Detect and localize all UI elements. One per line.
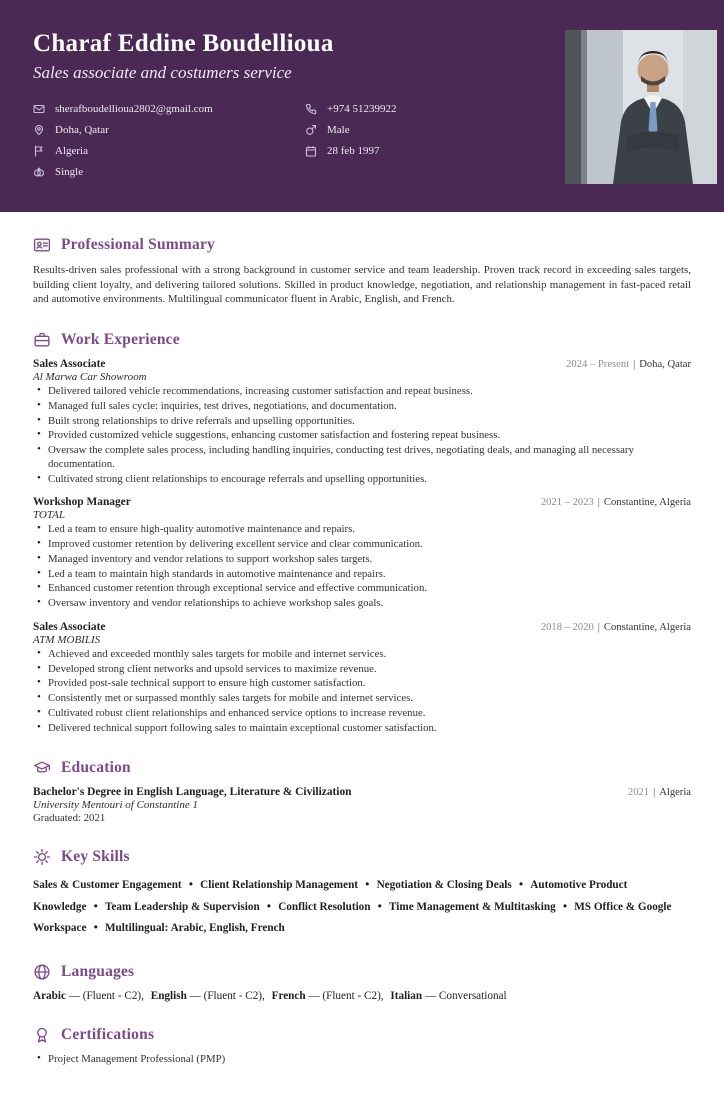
skill-separator-dot: ●	[562, 900, 568, 910]
bullet-item: • Provided customized vehicle suggestions, enhancing customer satisfaction and fostering repeat business.	[48, 429, 691, 442]
contact-location	[33, 119, 305, 140]
skill-separator-dot: ●	[93, 922, 98, 932]
bullet-item: • Managed full sales cycle: inquiries, test drives, negotiations, and documentation.	[48, 400, 691, 413]
job-dates: 2024 – Present	[566, 358, 630, 370]
job-header-row	[33, 496, 691, 508]
language-level: — Conversational	[424, 990, 507, 1003]
experience-entry	[33, 621, 691, 736]
contact-gender	[305, 119, 553, 140]
contact-info	[33, 98, 553, 182]
bullet-item: • Developed strong client networks and upsold services to maximize revenue.	[48, 663, 691, 676]
id-card-icon	[33, 236, 51, 254]
contact-birthdate	[305, 140, 553, 161]
contact-left-column	[33, 98, 305, 182]
meta-separator: |	[597, 621, 600, 633]
gender-icon	[305, 124, 317, 136]
email-text: sherafboudellioua2802@gmail.com	[55, 102, 213, 115]
job-company: Al Marwa Car Showroom	[33, 370, 147, 383]
language-name: French	[271, 990, 306, 1003]
skills-gear-icon	[33, 848, 51, 866]
section-heading-languages	[33, 963, 691, 981]
skill-item: Negotiation & Closing Deals	[376, 879, 512, 892]
phone-text: +974 51239922	[327, 102, 397, 115]
job-meta	[541, 622, 691, 633]
education-entry	[33, 786, 691, 824]
flag-icon	[33, 145, 45, 157]
summary-heading-text: Professional Summary	[61, 236, 215, 253]
language-level: — (Fluent - C2),	[189, 990, 265, 1003]
contact-nationality	[33, 140, 305, 161]
globe-icon	[33, 963, 51, 981]
meta-separator: |	[653, 787, 656, 799]
languages-list	[33, 990, 691, 1002]
bullet-item: • Delivered technical support following sales to maintain exceptional customer satisfaction.	[48, 722, 691, 735]
meta-separator: |	[597, 496, 600, 508]
language-name: Italian	[390, 990, 423, 1003]
job-header-row	[33, 358, 691, 370]
section-heading-education	[33, 759, 691, 777]
bullet-item: • Led a team to ensure high-quality automotive maintenance and repairs.	[48, 523, 691, 536]
bullet-item: • Improved customer retention by delivering excellent service and clear communication.	[48, 538, 691, 551]
meta-separator: |	[633, 358, 636, 370]
experience-entry	[33, 496, 691, 611]
education-heading-text: Education	[61, 759, 131, 777]
section-heading-experience	[33, 331, 691, 349]
section-heading-summary	[33, 236, 691, 254]
location-icon	[33, 124, 45, 136]
language-name: Arabic	[33, 990, 66, 1003]
calendar-icon	[305, 145, 317, 157]
skill-separator-dot: ●	[188, 879, 194, 889]
job-bullet-list	[33, 385, 691, 486]
bullet-item: • Led a team to maintain high standards in automotive maintenance and repairs.	[48, 568, 691, 581]
bullet-item: • Enhanced customer retention through exceptional service and effective communication.	[48, 582, 691, 595]
skill-item: Time Management & Multitasking	[389, 900, 556, 913]
summary-paragraph: Results-driven sales professional with a strong background in customer service and team leadership. Proven track record in exceeding sales targets, building client loyalty, and delivering tailored solutions. Skilled in product knowledge, negotiation, and relationship management in fast-paced retail and automotive environments. Multilingual communicator fluent in Arabic, English, and French.	[33, 264, 691, 306]
section-heading-skills	[33, 848, 691, 866]
school-name: University Mentouri of Constantine 1	[33, 799, 198, 812]
bullet-item: • Provided post-sale technical support to ensure high customer satisfaction.	[48, 677, 691, 690]
contact-right-column	[305, 98, 553, 182]
language-level: — (Fluent - C2),	[308, 990, 384, 1003]
experience-entry	[33, 358, 691, 486]
skill-item: Conflict Resolution	[278, 900, 371, 913]
certifications-heading-text: Certifications	[61, 1026, 155, 1044]
bullet-item: • Oversaw the complete sales process, including handling inquiries, conducting test drives, negotiating deals, and managing all necessary documentation.	[48, 444, 691, 471]
medal-icon	[33, 1026, 51, 1044]
bullet-item: • Cultivated strong client relationships to encourage referrals and upselling opportunities.	[48, 473, 691, 486]
bullet-item: • Managed inventory and vendor relations to support workshop sales targets.	[48, 553, 691, 566]
nationality-text: Algeria	[55, 144, 88, 157]
bullet-item: • Built strong relationships to drive referrals and upselling opportunities.	[48, 415, 691, 428]
skill-separator-dot: ●	[518, 879, 524, 889]
job-location: Constantine, Algeria	[603, 496, 691, 508]
certifications-list	[33, 1053, 691, 1066]
graduation-info: Graduated: 2021	[33, 812, 106, 825]
contact-phone	[305, 98, 553, 119]
job-company: TOTAL	[33, 508, 66, 521]
job-location: Doha, Qatar	[639, 358, 691, 370]
skill-separator-dot: ●	[365, 879, 370, 889]
location-text: Doha, Qatar	[55, 123, 109, 136]
candidate-name: Charaf Eddine Boudellioua	[33, 30, 334, 57]
experience-heading-text: Work Experience	[61, 330, 180, 348]
resume-body	[0, 236, 724, 1108]
job-dates: 2021 – 2023	[540, 496, 594, 508]
bullet-item: • Consistently met or surpassed monthly sales targets for mobile and internet services.	[48, 692, 691, 705]
bullet-item: • Achieved and exceeded monthly sales targets for mobile and internet services.	[48, 648, 691, 661]
education-dates: 2021	[627, 787, 650, 799]
skill-separator-dot: ●	[266, 900, 272, 910]
job-title: Sales Associate	[33, 357, 106, 370]
bullet-item: • Delivered tailored vehicle recommendations, increasing customer satisfaction and repeat business.	[48, 385, 691, 398]
skill-separator-dot: ●	[93, 900, 98, 910]
job-meta	[566, 359, 691, 370]
contact-marital-status	[33, 161, 305, 182]
education-meta	[628, 787, 691, 798]
candidate-title: Sales associate and costumers service	[33, 63, 292, 82]
job-dates: 2018 – 2020	[540, 621, 594, 633]
languages-heading-text: Languages	[61, 963, 135, 981]
skill-item: Sales & Customer Engagement	[33, 879, 182, 892]
language-level: — (Fluent - C2),	[68, 990, 144, 1003]
education-location: Algeria	[659, 787, 691, 799]
certification-item: • Project Management Professional (PMP)	[48, 1053, 233, 1066]
skill-separator-dot: ●	[377, 900, 383, 910]
job-meta	[541, 497, 691, 508]
bullet-item: • Cultivated robust client relationships and enhanced service options to increase revenue.	[48, 707, 691, 720]
email-icon	[33, 103, 45, 115]
marital-status-icon	[33, 166, 45, 178]
phone-icon	[305, 103, 317, 115]
bullet-item: • Oversaw inventory and vendor relationships to achieve workshop sales goals.	[48, 597, 691, 610]
degree-title: Bachelor's Degree in English Language, Literature & Civilization	[33, 786, 352, 799]
skills-heading-text: Key Skills	[61, 848, 130, 866]
gender-text: Male	[327, 123, 350, 136]
job-bullet-list	[33, 523, 691, 611]
job-header-row	[33, 621, 691, 633]
job-company: ATM MOBILIS	[33, 633, 101, 646]
job-title: Sales Associate	[33, 620, 106, 633]
profile-photo	[565, 30, 717, 184]
birthdate-text: 28 feb 1997	[327, 144, 380, 157]
education-header-row	[33, 786, 691, 798]
header	[0, 0, 724, 212]
marital-status-text: Single	[55, 165, 84, 178]
job-bullet-list	[33, 648, 691, 736]
skill-item: MS Office & Google Workspace	[33, 900, 672, 935]
graduation-cap-icon	[33, 759, 51, 777]
section-heading-certifications	[33, 1026, 691, 1044]
skill-item: Team Leadership & Supervision	[104, 900, 260, 913]
skill-item: Automotive Product Knowledge	[33, 879, 628, 913]
skill-item: Multilingual: Arabic, English, French	[104, 922, 285, 935]
skills-list	[33, 875, 691, 939]
skill-item: Client Relationship Management	[200, 879, 359, 892]
job-location: Constantine, Algeria	[603, 621, 691, 633]
language-name: English	[150, 990, 187, 1003]
contact-email	[33, 98, 305, 119]
briefcase-icon	[33, 331, 51, 349]
job-title: Workshop Manager	[33, 495, 131, 508]
